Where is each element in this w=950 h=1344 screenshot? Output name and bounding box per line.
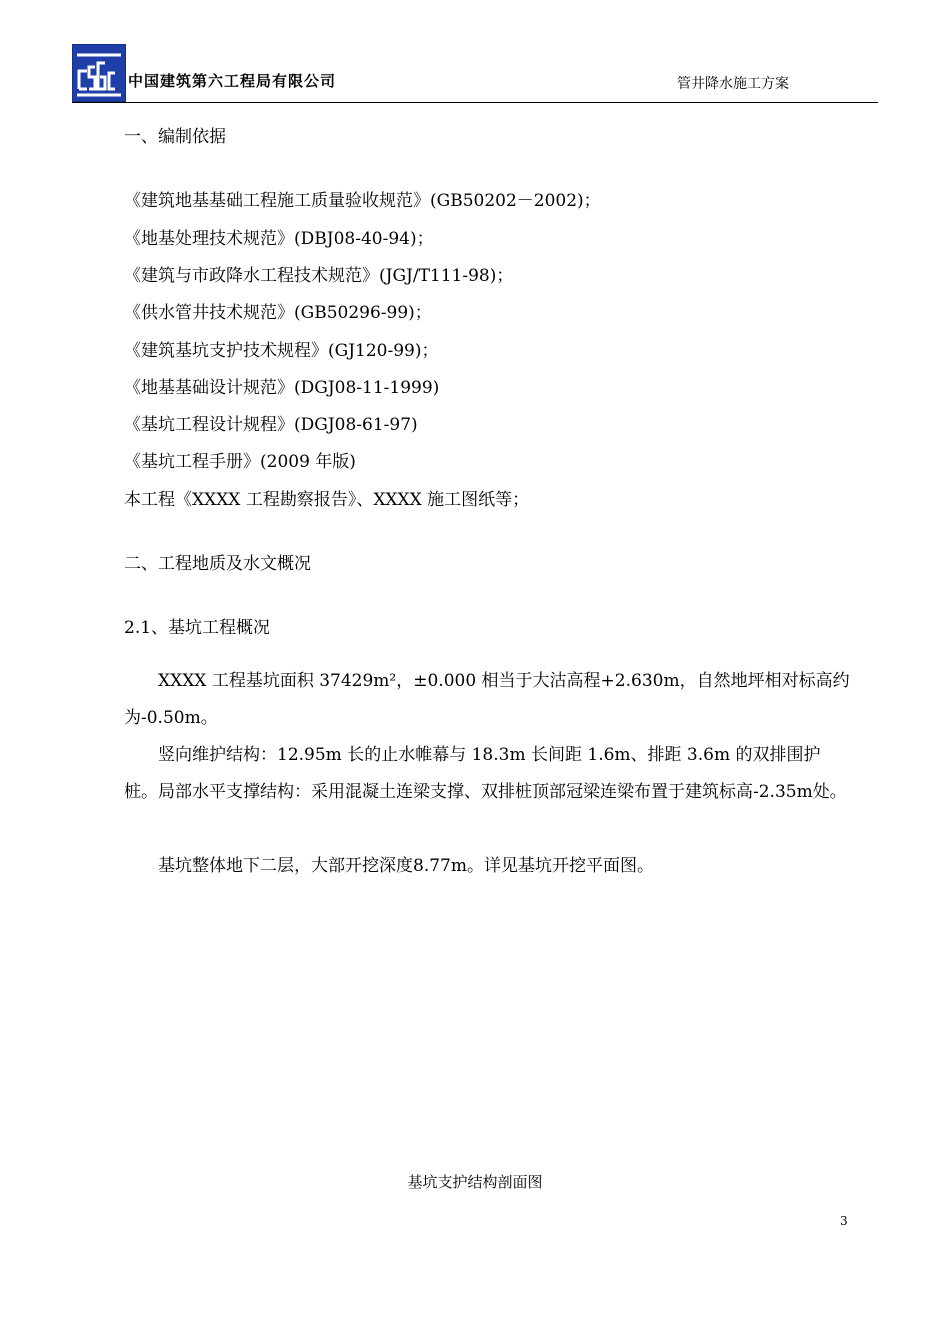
header-divider [72, 102, 878, 103]
reference-item: 《建筑地基基础工程施工质量验收规范》(GB50202－2002)； [124, 191, 601, 211]
page-number: 3 [840, 1214, 848, 1228]
body-paragraph: 竖向维护结构：12.95m 长的止水帷幕与 18.3m 长间距 1.6m、排距 3.6m 的双排围护桩。局部水平支撑结构：采用混凝土连梁支撑、双排桩顶部冠梁连梁布置于建筑标高-2.35m处。 [124, 745, 847, 802]
reference-item: 《基坑工程手册》(2009 年版) [124, 452, 356, 472]
reference-item: 《供水管井技术规范》(GB50296-99)； [124, 303, 432, 323]
body-paragraph: 基坑整体地下二层，大部开挖深度8.77m。详见基坑开挖平面图。 [158, 856, 654, 876]
reference-item: 《地基处理技术规范》(DBJ08-40-94)； [124, 229, 434, 249]
reference-item: 《地基基础设计规范》(DGJ08-11-1999) [124, 378, 440, 398]
reference-item: 《建筑基坑支护技术规程》(GJ120-99)； [124, 341, 439, 361]
reference-item: 本工程《XXXX 工程勘察报告》、XXXX 施工图纸等； [124, 490, 530, 510]
reference-item: 《基坑工程设计规程》(DGJ08-61-97) [124, 415, 418, 435]
body-paragraph: XXXX 工程基坑面积 37429m²，±0.000 相当于大沽高程+2.630m，自然地坪相对标高约为-0.50m。 [124, 671, 850, 728]
company-name: 中国建筑第六工程局有限公司 [128, 72, 337, 90]
reference-item: 《建筑与市政降水工程技术规范》(JGJ/T111-98)； [124, 266, 514, 286]
document-title: 管井降水施工方案 [677, 76, 789, 92]
section-heading: 二、工程地质及水文概况 [124, 554, 311, 574]
section-heading: 一、编制依据 [124, 127, 226, 147]
company-logo-icon [72, 44, 126, 102]
figure-caption: 基坑支护结构剖面图 [407, 1173, 543, 1191]
subsection-heading: 2.1、基坑工程概况 [124, 618, 271, 638]
